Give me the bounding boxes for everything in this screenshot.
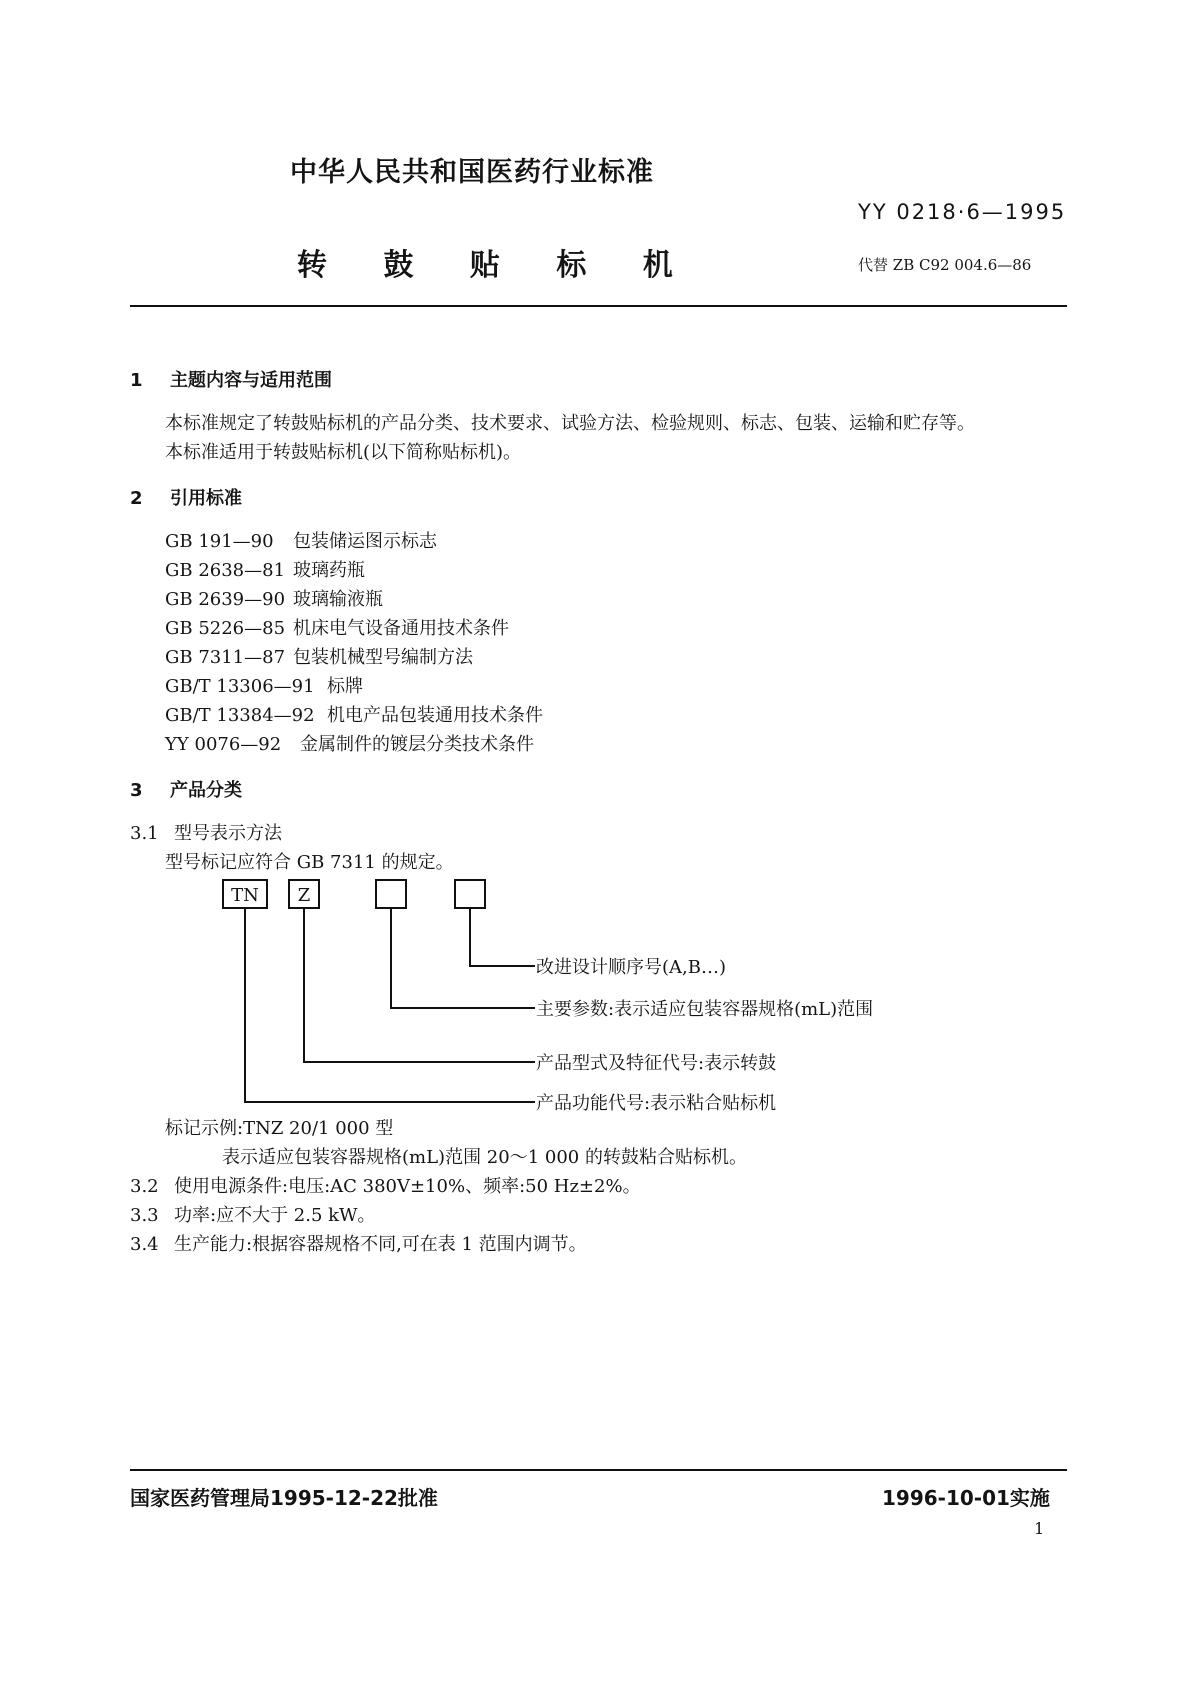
label-type-code: 产品型式及特征代号:表示转鼓 — [536, 1053, 777, 1074]
section-3-2: 3.2 使用电源条件:电压:AC 380V±10%、频率:50 Hz±2%。 — [130, 1176, 641, 1197]
page-number: 1 — [1034, 1519, 1045, 1538]
connector-line — [390, 1007, 535, 1009]
approval-line: 国家医药管理局1995-12-22批准 — [130, 1486, 438, 1510]
model-box-function-code: TN — [222, 879, 268, 909]
section-3-4: 3.4 生产能力:根据容器规格不同,可在表 1 范围内调节。 — [130, 1234, 587, 1255]
connector-line — [390, 909, 392, 1008]
section-1-paragraph-1: 本标准规定了转鼓贴标机的产品分类、技术要求、试验方法、检验规则、标志、包装、运输和贮存等。 — [165, 413, 975, 434]
section-1-paragraph-2: 本标准适用于转鼓贴标机(以下简称贴标机)。 — [165, 442, 522, 463]
standard-title: 中华人民共和国医药行业标准 — [290, 157, 654, 188]
connector-line — [303, 1061, 535, 1063]
marking-example: 标记示例:TNZ 20/1 000 型 — [165, 1118, 394, 1139]
label-main-parameter: 主要参数:表示适应包装容器规格(mL)范围 — [536, 999, 874, 1020]
reference-item: GB 191—90 包装储运图示标志 — [165, 531, 437, 552]
footer-rule — [130, 1469, 1067, 1471]
replaces-note: 代替 ZB C92 004.6—86 — [858, 256, 1032, 274]
connector-line — [244, 909, 246, 1102]
reference-item: GB/T 13306—91 标牌 — [165, 676, 363, 697]
reference-item: GB 5226—85 机床电气设备通用技术条件 — [165, 618, 509, 639]
document-title: 转 鼓 贴 标 机 — [297, 248, 673, 283]
section-1-heading: 1 主题内容与适用范围 — [130, 370, 332, 391]
label-function-code: 产品功能代号:表示粘合贴标机 — [536, 1093, 777, 1114]
standard-code: YY 0218·6—1995 — [858, 200, 1067, 224]
connector-line — [469, 909, 471, 966]
label-revision-number: 改进设计顺序号(A,B…) — [536, 957, 726, 978]
model-box-revision-number — [454, 879, 486, 909]
reference-item: GB/T 13384—92 机电产品包装通用技术条件 — [165, 705, 543, 726]
section-2-heading: 2 引用标准 — [130, 488, 242, 509]
section-3-1-intro: 型号标记应符合 GB 7311 的规定。 — [165, 852, 454, 873]
section-3-3: 3.3 功率:应不大于 2.5 kW。 — [130, 1205, 376, 1226]
reference-item: GB 7311—87 包装机械型号编制方法 — [165, 647, 473, 668]
implementation-date: 1996-10-01实施 — [882, 1486, 1050, 1510]
connector-line — [469, 965, 535, 967]
reference-item: YY 0076—92 金属制件的镀层分类技术条件 — [165, 734, 534, 755]
section-3-heading: 3 产品分类 — [130, 780, 242, 801]
connector-line — [244, 1101, 535, 1103]
reference-item: GB 2639—90 玻璃输液瓶 — [165, 589, 383, 610]
section-3-1-heading: 3.1 型号表示方法 — [130, 823, 282, 844]
marking-example-description: 表示适应包装容器规格(mL)范围 20～1 000 的转鼓粘合贴标机。 — [222, 1147, 747, 1168]
connector-line — [303, 909, 305, 1062]
model-box-type-code: Z — [288, 879, 320, 909]
reference-item: GB 2638—81 玻璃药瓶 — [165, 560, 365, 581]
header-rule — [130, 305, 1067, 307]
model-box-main-parameter — [375, 879, 407, 909]
